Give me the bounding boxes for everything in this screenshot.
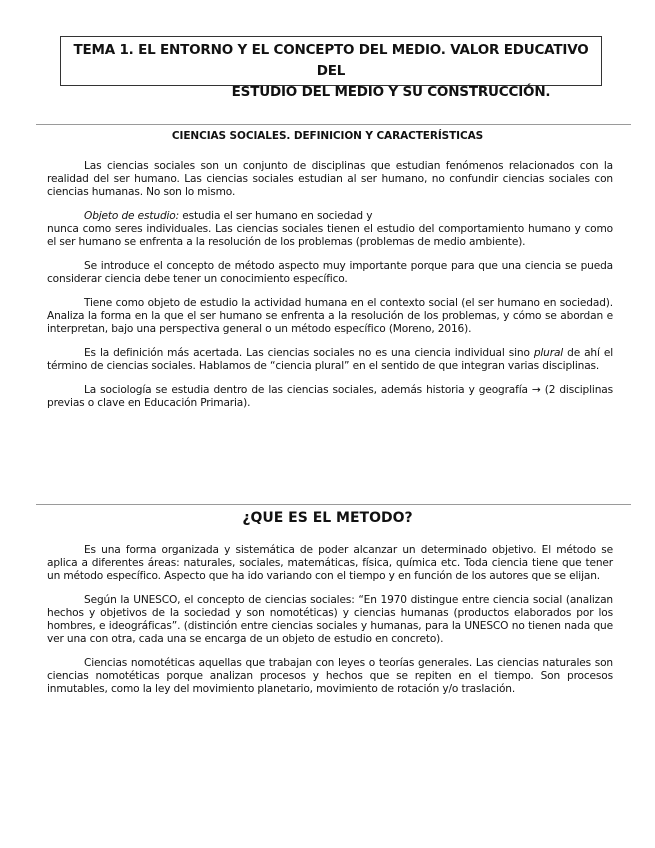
paragraph: Las ciencias sociales son un conjunto de disciplinas que estudian fenómenos relacionados con la realidad del ser humano. Las ciencias sociales estudian al ser humano, no confundir ciencias sociales con ciencias humanas. No son lo mismo. [47, 160, 613, 198]
paragraph: Tiene como objeto de estudio la actividad humana en el contexto social (el ser humano en sociedad). Analiza la forma en la que el ser humano se enfrenta a la resolución de los problemas, y cómo se abordan e interpretan, bajo una perspectiva general o un método específico (Moreno, 2016). [47, 297, 613, 335]
section-body-metodo [47, 544, 613, 707]
paragraph-continuation: nunca como seres individuales. Las ciencias sociales tienen el estudio del comportamiento humano y como el ser humano se enfrenta a la resolución de los problemas (problemas de medio ambiente). [47, 223, 613, 248]
title-line-2: ESTUDIO DEL MEDIO Y SU CONSTRUCCIÓN. [231, 84, 551, 100]
paragraph-plural [47, 347, 613, 373]
plural-text-a: Es la definición más acertada. Las ciencias sociales no es una ciencia individual sino [84, 347, 534, 359]
section-body-ciencias-sociales [47, 160, 613, 421]
paragraph-objeto-de-estudio [47, 210, 613, 223]
paragraph: Es una forma organizada y sistemática de poder alcanzar un determinado objetivo. El método se aplica a diferentes áreas: naturales, sociales, matemáticas, física, química etc. Toda ciencia tiene que tener un método específico. Aspecto que ha ido variando con el tiempo y en función de los autores que se elijan. [47, 544, 613, 582]
paragraph: Según la UNESCO, el concepto de ciencias sociales: “En 1970 distingue entre ciencia social (analizan hechos y objetivos de la sociedad y son nomotéticas) y ciencias humanas (productos elaborados por los hombres, e ideográficas”. (distinción entre ciencias sociales y humanas, para la UNESCO no tienen nada que ver una con otra, cada una se encarga de un objeto de estudio en concreto). [47, 594, 613, 645]
paragraph: Se introduce el concepto de método aspecto muy importante porque para que una ciencia se pueda considerar ciencia debe tener un conocimiento específico. [47, 260, 613, 285]
title-box [60, 36, 602, 100]
objeto-text: estudia el ser humano en sociedad y [179, 210, 373, 222]
plural-italic: plural [533, 347, 564, 359]
paragraph: La sociología se estudia dentro de las ciencias sociales, además historia y geografía → (2 disciplinas previas o clave en Educación Primaria). [47, 384, 613, 409]
section-heading-metodo: ¿QUE ES EL METODO? [242, 510, 413, 526]
title-line-1: TEMA 1. EL ENTORNO Y EL CONCEPTO DEL MEDIO. VALOR EDUCATIVO DEL [73, 42, 589, 79]
objeto-label: Objeto de estudio: [84, 210, 180, 222]
plural-text-b: de ahí el término de ciencias sociales. Hablamos de “ciencia plural” en el sentido de que integran varias disciplinas. [47, 347, 613, 372]
divider-top [36, 124, 631, 125]
section-heading-ciencias-sociales: CIENCIAS SOCIALES. DEFINICION Y CARACTERÍSTICAS [171, 130, 484, 142]
divider-middle [36, 504, 631, 505]
paragraph: Ciencias nomotéticas aquellas que trabajan con leyes o teorías generales. Las ciencias naturales son ciencias nomotéticas porque analizan procesos y hechos que se repiten en el tiempo. Son procesos inmutables, como la ley del movimiento planetario, movimiento de rotación y/o traslación. [47, 657, 613, 695]
